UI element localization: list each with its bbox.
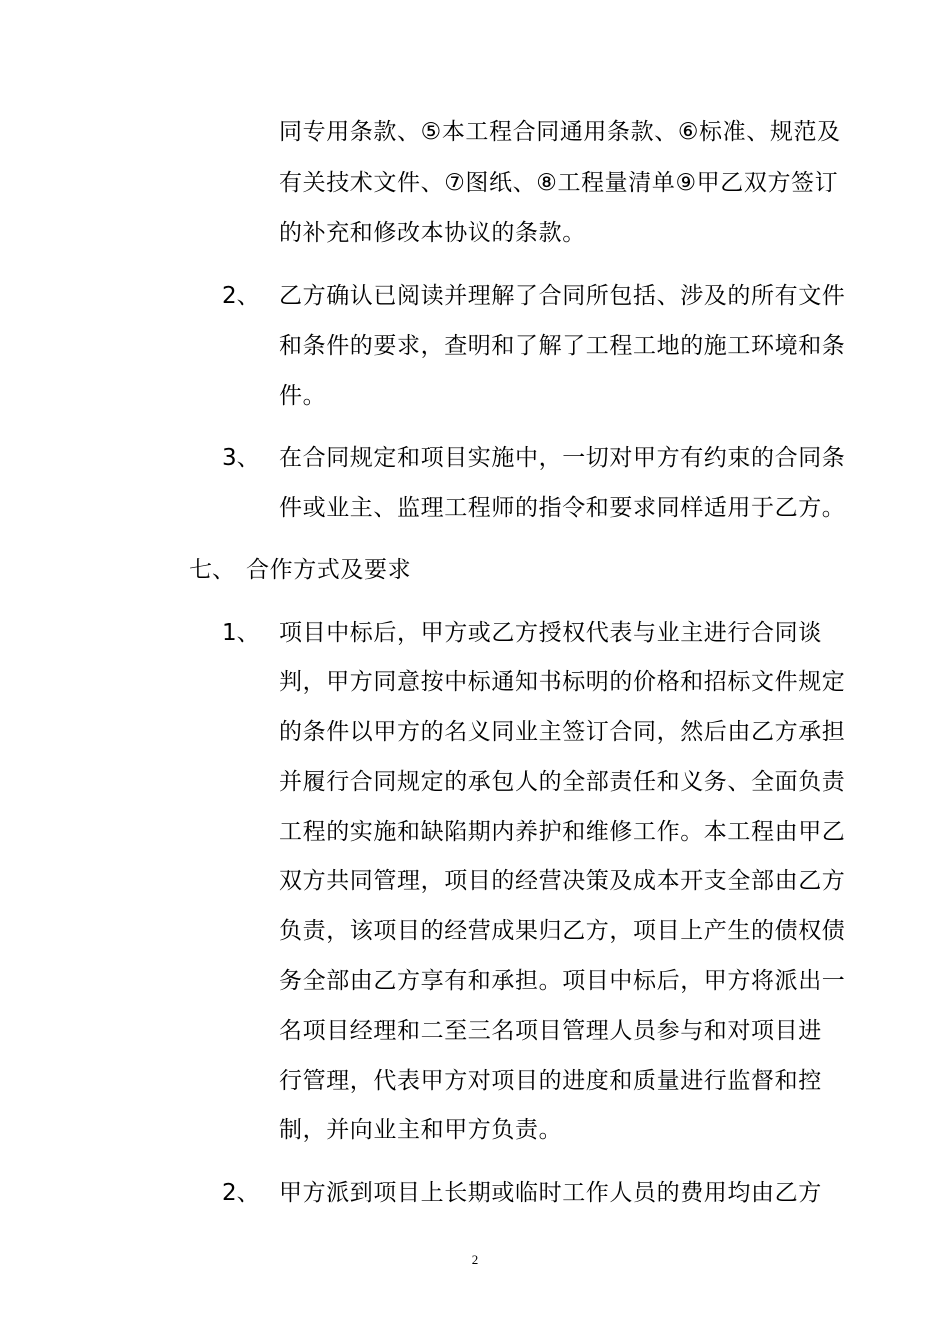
paragraph-line: 的条件以甲方的名义同业主签订合同，然后由乙方承担 [279,719,846,745]
clause-number: 2、 [222,283,260,309]
paragraph-line: 乙方确认已阅读并理解了合同所包括、涉及的所有文件 [279,283,846,309]
paragraph-line: 件或业主、监理工程师的指令和要求同样适用于乙方。 [279,495,846,521]
paragraph-line: 甲方派到项目上长期或临时工作人员的费用均由乙方 [279,1180,822,1206]
section-title: 合作方式及要求 [246,557,412,583]
paragraph-line: 负责，该项目的经营成果归乙方，项目上产生的债权债 [279,918,846,944]
paragraph-line: 工程的实施和缺陷期内养护和维修工作。本工程由甲乙 [279,819,846,845]
clause-number: 2、 [222,1180,260,1206]
paragraph-line: 同专用条款、⑤本工程合同通用条款、⑥标准、规范及 [279,119,841,145]
paragraph-line: 双方共同管理，项目的经营决策及成本开支全部由乙方 [279,868,846,894]
paragraph-line: 名项目经理和二至三名项目管理人员参与和对项目进 [279,1018,822,1044]
paragraph-line: 务全部由乙方享有和承担。项目中标后，甲方将派出一 [279,968,846,994]
clause-number: 1、 [222,620,260,646]
section-number: 七、 [189,557,235,583]
paragraph-line: 有关技术文件、⑦图纸、⑧工程量清单⑨甲乙双方签订 [279,170,839,196]
paragraph-line: 行管理，代表甲方对项目的进度和质量进行监督和控 [279,1068,822,1094]
paragraph-line: 并履行合同规定的承包人的全部责任和义务、全面负责 [279,769,846,795]
page-number: 2 [471,1252,479,1267]
paragraph-line: 和条件的要求，查明和了解了工程工地的施工环境和条 [279,333,846,359]
paragraph-line: 件。 [279,383,327,409]
paragraph-line: 项目中标后，甲方或乙方授权代表与业主进行合同谈 [279,620,822,646]
paragraph-line: 在合同规定和项目实施中，一切对甲方有约束的合同条 [279,445,846,471]
clause-number: 3、 [222,445,260,471]
paragraph-line: 的补充和修改本协议的条款。 [279,220,586,246]
paragraph-line: 制，并向业主和甲方负责。 [279,1117,563,1143]
paragraph-line: 判，甲方同意按中标通知书标明的价格和招标文件规定 [279,669,846,695]
